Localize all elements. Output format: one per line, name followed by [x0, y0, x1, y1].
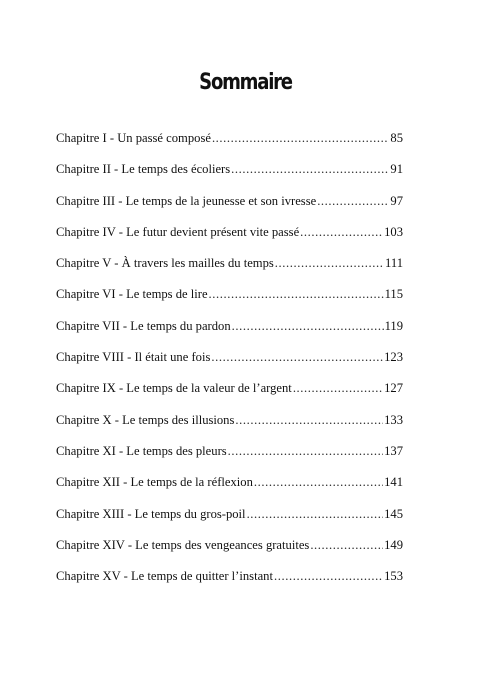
toc-entry: [56, 284, 403, 315]
toc-page-number: 141: [384, 475, 403, 490]
toc-dot-leader: [209, 284, 384, 304]
toc-entry-label: Chapitre X - Le temps des illusions: [56, 412, 235, 427]
toc-dot-leader: [300, 222, 383, 242]
toc-entry-label: Chapitre XIII - Le temps du gros-poil: [56, 506, 246, 521]
toc-entry: [56, 472, 403, 503]
toc-entry: [56, 535, 403, 566]
toc-entry: [56, 378, 403, 409]
toc-entry: [56, 222, 403, 253]
toc-entry-label: Chapitre XV - Le temps de quitter l’instant: [56, 569, 273, 584]
toc-entry-label: Chapitre IX - Le temps de la valeur de l’argent: [56, 381, 292, 396]
toc-page-number: 111: [385, 256, 403, 271]
toc-page-number: 153: [384, 569, 403, 584]
toc-page-number: 133: [384, 412, 403, 427]
toc-dot-leader: [247, 504, 384, 524]
toc-dot-leader: [254, 472, 383, 492]
toc-entry-label: Chapitre III - Le temps de la jeunesse et son ivresse: [56, 193, 317, 208]
toc-page-number: 97: [390, 193, 403, 208]
toc-entry: [56, 316, 403, 347]
toc-entry-label: Chapitre VIII - Il était une fois: [56, 350, 211, 365]
toc-page-number: 149: [384, 537, 403, 552]
toc-entry: [56, 566, 403, 597]
toc-entry: [56, 128, 403, 159]
toc-dot-leader: [274, 566, 383, 586]
page-title: Sommaire: [199, 70, 292, 95]
toc-page-number: 115: [384, 287, 403, 302]
toc-entry: [56, 159, 403, 190]
toc-entry: [56, 191, 403, 222]
toc-dot-leader: [212, 128, 389, 148]
toc-entry-label: Chapitre VI - Le temps de lire: [56, 287, 208, 302]
toc-dot-leader: [275, 253, 384, 273]
toc-page-number: 145: [384, 506, 403, 521]
toc-entry: [56, 253, 403, 284]
toc-page-number: 103: [384, 224, 403, 239]
toc-entry: [56, 347, 403, 378]
toc-entry-label: Chapitre I - Un passé composé: [56, 131, 211, 145]
toc-dot-leader: [310, 535, 383, 555]
toc-dot-leader: [317, 191, 389, 211]
toc-page-number: 127: [384, 381, 403, 396]
toc-dot-leader: [228, 441, 383, 461]
toc-entry-label: Chapitre XII - Le temps de la réflexion: [56, 475, 253, 490]
toc-dot-leader: [293, 378, 383, 398]
toc-dot-leader: [232, 316, 384, 336]
toc-entry: [56, 410, 403, 441]
toc-page-number: 91: [390, 162, 403, 177]
toc-dot-leader: [235, 410, 383, 430]
toc-entry-label: Chapitre VII - Le temps du pardon: [56, 318, 231, 333]
toc-entry-label: Chapitre XIV - Le temps des vengeances gratuites: [56, 537, 310, 552]
toc-dot-leader: [211, 347, 383, 367]
toc-dot-leader: [231, 159, 389, 179]
toc-entry-label: Chapitre II - Le temps des écoliers: [56, 162, 231, 177]
toc-page-number: 85: [390, 131, 403, 145]
toc-entry: [56, 504, 403, 535]
toc-entry: [56, 441, 403, 472]
toc-entry-label: Chapitre IV - Le futur devient présent vite passé: [56, 224, 300, 239]
toc-page-number: 137: [384, 443, 403, 458]
toc-page-number: 119: [384, 318, 403, 333]
toc-entry-label: Chapitre V - À travers les mailles du temps: [56, 256, 274, 271]
toc-entry-label: Chapitre XI - Le temps des pleurs: [56, 443, 227, 458]
table-of-contents: [56, 128, 403, 597]
toc-page-number: 123: [384, 350, 403, 365]
